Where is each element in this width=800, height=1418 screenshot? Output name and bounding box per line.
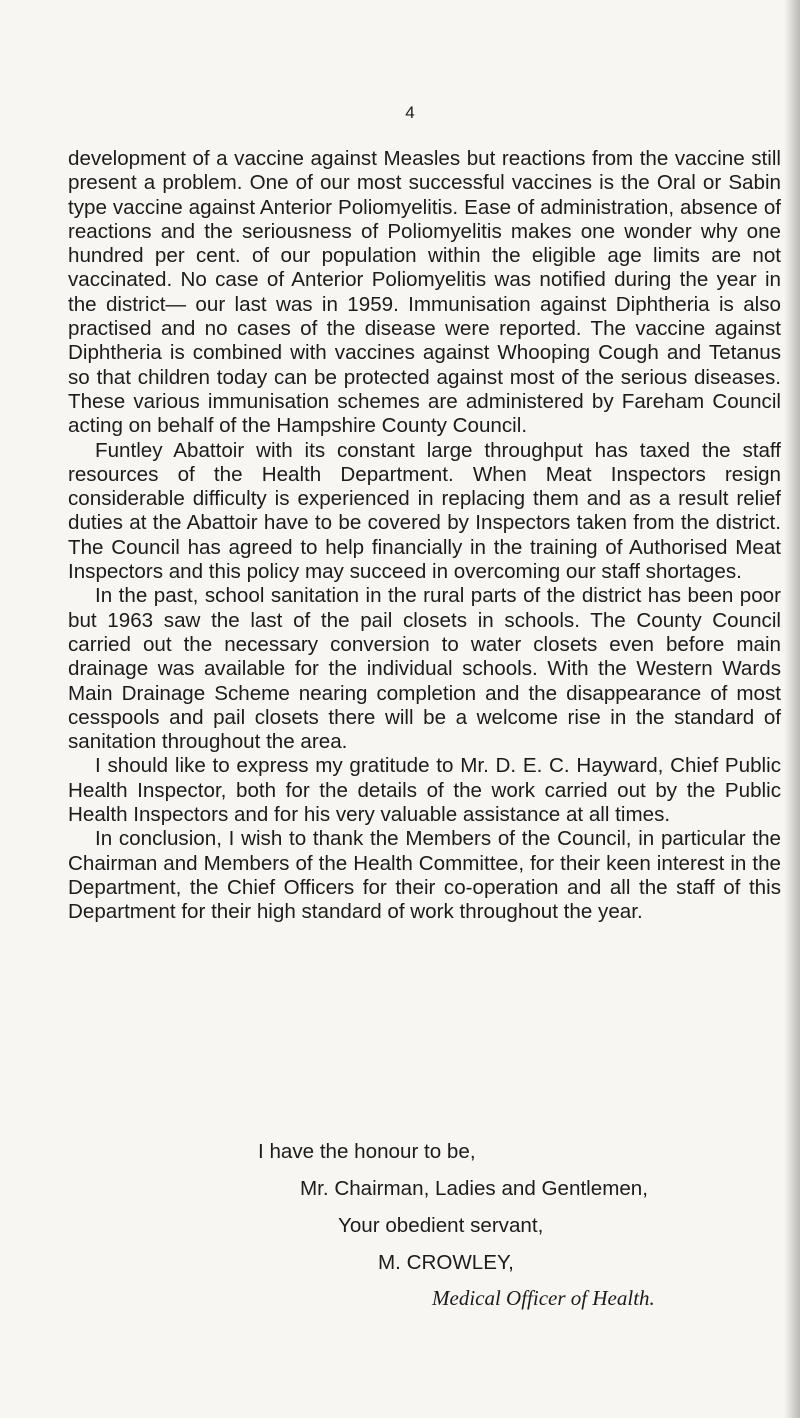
page-edge-shadow <box>784 0 800 1418</box>
report-body <box>68 147 781 925</box>
paragraph-abattoir: Funtley Abattoir with its constant large throughput has taxed the staff resources of the Health Department. When Meat Inspectors resign considerable difficulty is experienced in replacing them and as a result relief duties at the Abattoir have to be covered by Inspectors taken from the district. The Council has agreed to help financially in the training of Authorised Meat Inspectors and this policy may succeed in overcoming our staff shortages. <box>68 438 781 584</box>
paragraph-vaccines: development of a vaccine against Measles but reactions from the vaccine still present a problem. One of our most successful vaccines is the Oral or Sabin type vaccine against Anterior Poliomyelitis. Ease of administration, absence of reactions and the seriousness of Poliomyelitis makes one wonder why one hundred per cent. of our population within the eligible age limits are not vaccinated. No case of Anterior Poliomyelitis was notified during the year in the district— our last was in 1959. Immunisation against Diphtheria is also practised and no cases of the disease were reported. The vaccine against Diphtheria is combined with vaccines against Whooping Cough and Tetanus so that children today can be protected against most of the serious diseases. These various immunisation schemes are administered by Fareham Council acting on behalf of the Hampshire County Council. <box>68 147 781 438</box>
closing-honour: I have the honour to be, <box>258 1140 476 1163</box>
paragraph-gratitude: I should like to express my gratitude to Mr. D. E. C. Hayward, Chief Public Health Inspector, both for the details of the work carried out by the Public Health Inspectors and for his very valuable assistance at all times. <box>68 754 781 827</box>
closing-servant: Your obedient servant, <box>338 1214 544 1237</box>
closing-salutation: Mr. Chairman, Ladies and Gentlemen, <box>300 1177 648 1200</box>
signature-name: M. CROWLEY, <box>378 1251 514 1274</box>
paragraph-conclusion: In conclusion, I wish to thank the Members of the Council, in particular the Chairman and Members of the Health Committee, for their keen interest in the Department, the Chief Officers for their co-operation and all the staff of this Department for their high standard of work throughout the year. <box>68 827 781 924</box>
paragraph-school-sanitation: In the past, school sanitation in the rural parts of the district has been poor but 1963 saw the last of the pail closets in schools. The County Council carried out the necessary conversion to water closets even before main drainage was available for the individual schools. With the Western Wards Main Drainage Scheme nearing completion and the disappearance of most cesspools and pail closets there will be a welcome rise in the standard of sanitation throughout the area. <box>68 584 781 754</box>
signature-title: Medical Officer of Health. <box>432 1286 655 1310</box>
page-number: 4 <box>405 103 415 122</box>
